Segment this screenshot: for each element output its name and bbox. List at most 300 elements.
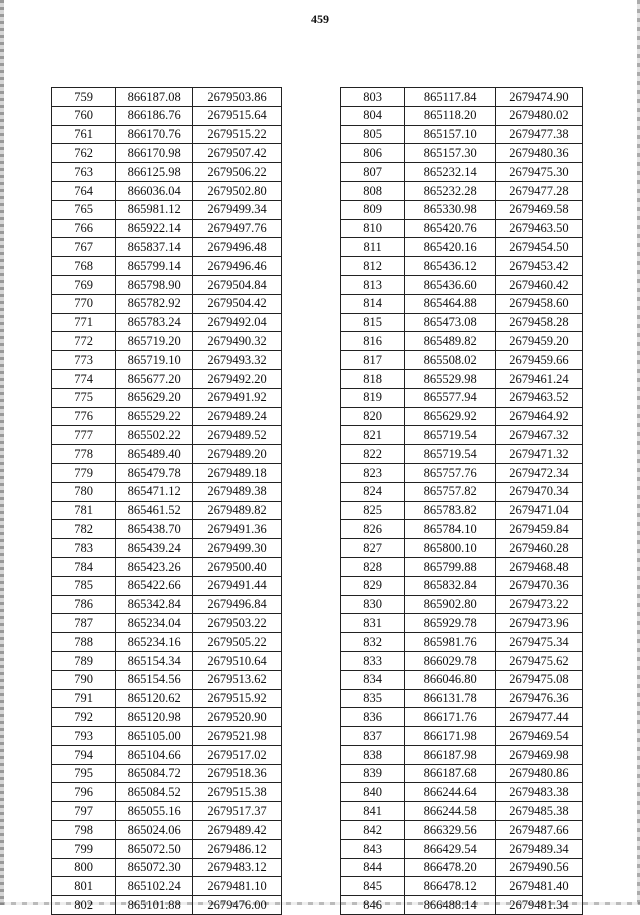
point-number-cell: 807 <box>341 163 405 182</box>
table-row <box>52 614 282 633</box>
x-coordinate-cell: 865422.66 <box>116 576 193 595</box>
y-coordinate-cell: 2679475.62 <box>495 651 582 670</box>
x-coordinate-cell: 865479.78 <box>116 463 193 482</box>
y-coordinate-cell: 2679481.34 <box>495 896 582 915</box>
table-row <box>341 163 583 182</box>
y-coordinate-cell: 2679470.34 <box>495 482 582 501</box>
x-coordinate-cell: 866244.58 <box>405 802 496 821</box>
table-row <box>52 200 282 219</box>
point-number-cell: 824 <box>341 482 405 501</box>
table-row <box>52 351 282 370</box>
y-coordinate-cell: 2679461.24 <box>495 369 582 388</box>
table-row <box>341 501 583 520</box>
table-row <box>341 482 583 501</box>
point-number-cell: 799 <box>52 839 116 858</box>
x-coordinate-cell: 865800.10 <box>405 539 496 558</box>
x-coordinate-cell: 865837.14 <box>116 238 193 257</box>
point-number-cell: 816 <box>341 332 405 351</box>
x-coordinate-cell: 865464.88 <box>405 294 496 313</box>
x-coordinate-cell: 865577.94 <box>405 388 496 407</box>
x-coordinate-cell: 865154.34 <box>116 651 193 670</box>
x-coordinate-cell: 865757.82 <box>405 482 496 501</box>
x-coordinate-cell: 865157.10 <box>405 125 496 144</box>
point-number-cell: 770 <box>52 294 116 313</box>
y-coordinate-cell: 2679515.22 <box>193 125 282 144</box>
x-coordinate-cell: 865757.76 <box>405 463 496 482</box>
table-row <box>341 463 583 482</box>
table-row <box>52 257 282 276</box>
point-number-cell: 767 <box>52 238 116 257</box>
x-coordinate-cell: 865629.92 <box>405 407 496 426</box>
y-coordinate-cell: 2679520.90 <box>193 708 282 727</box>
point-number-cell: 845 <box>341 877 405 896</box>
y-coordinate-cell: 2679510.64 <box>193 651 282 670</box>
table-row <box>341 614 583 633</box>
point-number-cell: 833 <box>341 651 405 670</box>
table-row <box>52 839 282 858</box>
y-coordinate-cell: 2679476.00 <box>193 896 282 915</box>
x-coordinate-cell: 865234.04 <box>116 614 193 633</box>
table-row <box>341 275 583 294</box>
x-coordinate-cell: 866244.64 <box>405 783 496 802</box>
point-number-cell: 771 <box>52 313 116 332</box>
point-number-cell: 785 <box>52 576 116 595</box>
table-row <box>52 821 282 840</box>
y-coordinate-cell: 2679489.34 <box>495 839 582 858</box>
table-row <box>341 238 583 257</box>
point-number-cell: 809 <box>341 200 405 219</box>
x-coordinate-cell: 865629.20 <box>116 388 193 407</box>
y-coordinate-cell: 2679499.30 <box>193 539 282 558</box>
table-row <box>52 294 282 313</box>
table-row <box>341 181 583 200</box>
y-coordinate-cell: 2679483.12 <box>193 858 282 877</box>
y-coordinate-cell: 2679487.66 <box>495 821 582 840</box>
x-coordinate-cell: 865719.54 <box>405 426 496 445</box>
y-coordinate-cell: 2679458.28 <box>495 313 582 332</box>
table-row <box>341 896 583 915</box>
point-number-cell: 764 <box>52 181 116 200</box>
x-coordinate-cell: 866171.98 <box>405 727 496 746</box>
x-coordinate-cell: 865120.62 <box>116 689 193 708</box>
y-coordinate-cell: 2679515.64 <box>193 106 282 125</box>
x-coordinate-cell: 866429.54 <box>405 839 496 858</box>
table-row <box>52 219 282 238</box>
x-coordinate-cell: 865929.78 <box>405 614 496 633</box>
table-row <box>52 539 282 558</box>
point-number-cell: 822 <box>341 445 405 464</box>
y-coordinate-cell: 2679475.08 <box>495 670 582 689</box>
x-coordinate-cell: 866187.08 <box>116 88 193 107</box>
table-row <box>52 482 282 501</box>
point-number-cell: 789 <box>52 651 116 670</box>
x-coordinate-cell: 866478.12 <box>405 877 496 896</box>
x-coordinate-cell: 865799.14 <box>116 257 193 276</box>
table-row <box>52 445 282 464</box>
table-row <box>341 294 583 313</box>
point-number-cell: 831 <box>341 614 405 633</box>
point-number-cell: 804 <box>341 106 405 125</box>
x-coordinate-cell: 865102.24 <box>116 877 193 896</box>
y-coordinate-cell: 2679469.58 <box>495 200 582 219</box>
x-coordinate-cell: 865105.00 <box>116 727 193 746</box>
y-coordinate-cell: 2679493.32 <box>193 351 282 370</box>
x-coordinate-cell: 865154.56 <box>116 670 193 689</box>
table-row <box>341 557 583 576</box>
y-coordinate-cell: 2679460.42 <box>495 275 582 294</box>
point-number-cell: 827 <box>341 539 405 558</box>
point-number-cell: 803 <box>341 88 405 107</box>
table-row <box>341 764 583 783</box>
table-row <box>341 858 583 877</box>
y-coordinate-cell: 2679489.18 <box>193 463 282 482</box>
y-coordinate-cell: 2679492.04 <box>193 313 282 332</box>
table-row <box>52 125 282 144</box>
point-number-cell: 812 <box>341 257 405 276</box>
point-number-cell: 835 <box>341 689 405 708</box>
x-coordinate-cell: 865104.66 <box>116 745 193 764</box>
x-coordinate-cell: 865084.52 <box>116 783 193 802</box>
point-number-cell: 775 <box>52 388 116 407</box>
x-coordinate-cell: 865529.22 <box>116 407 193 426</box>
x-coordinate-cell: 866186.76 <box>116 106 193 125</box>
point-number-cell: 843 <box>341 839 405 858</box>
y-coordinate-cell: 2679517.37 <box>193 802 282 821</box>
y-coordinate-cell: 2679463.50 <box>495 219 582 238</box>
x-coordinate-cell: 865101.88 <box>116 896 193 915</box>
x-coordinate-cell: 865783.24 <box>116 313 193 332</box>
y-coordinate-cell: 2679517.02 <box>193 745 282 764</box>
y-coordinate-cell: 2679489.82 <box>193 501 282 520</box>
table-row <box>341 708 583 727</box>
point-number-cell: 792 <box>52 708 116 727</box>
table-row <box>341 369 583 388</box>
x-coordinate-cell: 865981.76 <box>405 633 496 652</box>
point-number-cell: 783 <box>52 539 116 558</box>
point-number-cell: 779 <box>52 463 116 482</box>
y-coordinate-cell: 2679480.36 <box>495 144 582 163</box>
table-row <box>52 896 282 915</box>
x-coordinate-cell: 865719.10 <box>116 351 193 370</box>
table-row <box>341 539 583 558</box>
y-coordinate-cell: 2679480.02 <box>495 106 582 125</box>
y-coordinate-cell: 2679489.38 <box>193 482 282 501</box>
y-coordinate-cell: 2679473.22 <box>495 595 582 614</box>
y-coordinate-cell: 2679477.28 <box>495 181 582 200</box>
y-coordinate-cell: 2679459.66 <box>495 351 582 370</box>
x-coordinate-cell: 865120.98 <box>116 708 193 727</box>
x-coordinate-cell: 865024.06 <box>116 821 193 840</box>
y-coordinate-cell: 2679475.34 <box>495 633 582 652</box>
table-row <box>52 595 282 614</box>
y-coordinate-cell: 2679491.36 <box>193 520 282 539</box>
y-coordinate-cell: 2679502.80 <box>193 181 282 200</box>
y-coordinate-cell: 2679504.42 <box>193 294 282 313</box>
y-coordinate-cell: 2679453.42 <box>495 257 582 276</box>
x-coordinate-cell: 865084.72 <box>116 764 193 783</box>
y-coordinate-cell: 2679521.98 <box>193 727 282 746</box>
x-coordinate-cell: 865117.84 <box>405 88 496 107</box>
point-number-cell: 793 <box>52 727 116 746</box>
table-row <box>52 106 282 125</box>
x-coordinate-cell: 865799.88 <box>405 557 496 576</box>
y-coordinate-cell: 2679503.86 <box>193 88 282 107</box>
point-number-cell: 846 <box>341 896 405 915</box>
table-row <box>52 802 282 821</box>
point-number-cell: 781 <box>52 501 116 520</box>
table-row <box>52 181 282 200</box>
table-row <box>52 332 282 351</box>
x-coordinate-cell: 865471.12 <box>116 482 193 501</box>
table-row <box>52 275 282 294</box>
y-coordinate-cell: 2679470.36 <box>495 576 582 595</box>
y-coordinate-cell: 2679485.38 <box>495 802 582 821</box>
table-row <box>52 633 282 652</box>
y-coordinate-cell: 2679480.86 <box>495 764 582 783</box>
y-coordinate-cell: 2679467.32 <box>495 426 582 445</box>
x-coordinate-cell: 866029.78 <box>405 651 496 670</box>
point-number-cell: 828 <box>341 557 405 576</box>
x-coordinate-cell: 865232.14 <box>405 163 496 182</box>
table-row <box>341 670 583 689</box>
point-number-cell: 780 <box>52 482 116 501</box>
table-row <box>341 426 583 445</box>
point-number-cell: 826 <box>341 520 405 539</box>
y-coordinate-cell: 2679471.32 <box>495 445 582 464</box>
x-coordinate-cell: 866170.98 <box>116 144 193 163</box>
table-row <box>341 576 583 595</box>
point-number-cell: 790 <box>52 670 116 689</box>
point-number-cell: 815 <box>341 313 405 332</box>
y-coordinate-cell: 2679481.40 <box>495 877 582 896</box>
x-coordinate-cell: 866187.68 <box>405 764 496 783</box>
point-number-cell: 776 <box>52 407 116 426</box>
table-row <box>52 557 282 576</box>
table-row <box>52 463 282 482</box>
point-number-cell: 806 <box>341 144 405 163</box>
point-number-cell: 836 <box>341 708 405 727</box>
table-row <box>341 802 583 821</box>
y-coordinate-cell: 2679491.44 <box>193 576 282 595</box>
x-coordinate-cell: 865439.24 <box>116 539 193 558</box>
table-row <box>341 520 583 539</box>
x-coordinate-cell: 866125.98 <box>116 163 193 182</box>
x-coordinate-cell: 866171.76 <box>405 708 496 727</box>
y-coordinate-cell: 2679499.34 <box>193 200 282 219</box>
table-row <box>341 727 583 746</box>
table-row <box>52 407 282 426</box>
table-row <box>341 125 583 144</box>
table-row <box>52 163 282 182</box>
x-coordinate-cell: 865719.20 <box>116 332 193 351</box>
y-coordinate-cell: 2679477.38 <box>495 125 582 144</box>
table-row <box>341 821 583 840</box>
point-number-cell: 766 <box>52 219 116 238</box>
table-row <box>341 877 583 896</box>
point-number-cell: 810 <box>341 219 405 238</box>
table-row <box>52 369 282 388</box>
point-number-cell: 774 <box>52 369 116 388</box>
x-coordinate-cell: 866329.56 <box>405 821 496 840</box>
y-coordinate-cell: 2679463.52 <box>495 388 582 407</box>
point-number-cell: 800 <box>52 858 116 877</box>
point-number-cell: 805 <box>341 125 405 144</box>
table-row <box>341 839 583 858</box>
y-coordinate-cell: 2679468.48 <box>495 557 582 576</box>
coordinate-table-left-body <box>52 88 282 915</box>
y-coordinate-cell: 2679515.38 <box>193 783 282 802</box>
y-coordinate-cell: 2679506.22 <box>193 163 282 182</box>
x-coordinate-cell: 865157.30 <box>405 144 496 163</box>
point-number-cell: 772 <box>52 332 116 351</box>
x-coordinate-cell: 865072.30 <box>116 858 193 877</box>
x-coordinate-cell: 865783.82 <box>405 501 496 520</box>
x-coordinate-cell: 865461.52 <box>116 501 193 520</box>
x-coordinate-cell: 865677.20 <box>116 369 193 388</box>
table-row <box>52 670 282 689</box>
point-number-cell: 784 <box>52 557 116 576</box>
y-coordinate-cell: 2679473.96 <box>495 614 582 633</box>
y-coordinate-cell: 2679505.22 <box>193 633 282 652</box>
point-number-cell: 823 <box>341 463 405 482</box>
point-number-cell: 821 <box>341 426 405 445</box>
x-coordinate-cell: 865489.40 <box>116 445 193 464</box>
y-coordinate-cell: 2679497.76 <box>193 219 282 238</box>
table-row <box>52 689 282 708</box>
x-coordinate-cell: 865342.84 <box>116 595 193 614</box>
table-row <box>52 313 282 332</box>
point-number-cell: 773 <box>52 351 116 370</box>
x-coordinate-cell: 866170.76 <box>116 125 193 144</box>
point-number-cell: 765 <box>52 200 116 219</box>
point-number-cell: 819 <box>341 388 405 407</box>
y-coordinate-cell: 2679459.84 <box>495 520 582 539</box>
table-row <box>341 388 583 407</box>
x-coordinate-cell: 865118.20 <box>405 106 496 125</box>
point-number-cell: 842 <box>341 821 405 840</box>
point-number-cell: 813 <box>341 275 405 294</box>
table-row <box>52 651 282 670</box>
x-coordinate-cell: 865489.82 <box>405 332 496 351</box>
point-number-cell: 840 <box>341 783 405 802</box>
table-row <box>341 595 583 614</box>
x-coordinate-cell: 865922.14 <box>116 219 193 238</box>
x-coordinate-cell: 866046.80 <box>405 670 496 689</box>
table-row <box>52 783 282 802</box>
x-coordinate-cell: 865072.50 <box>116 839 193 858</box>
table-row <box>52 877 282 896</box>
point-number-cell: 820 <box>341 407 405 426</box>
table-row <box>52 426 282 445</box>
y-coordinate-cell: 2679490.56 <box>495 858 582 877</box>
point-number-cell: 829 <box>341 576 405 595</box>
coordinate-table-right <box>340 87 583 915</box>
point-number-cell: 808 <box>341 181 405 200</box>
point-number-cell: 834 <box>341 670 405 689</box>
table-row <box>52 88 282 107</box>
x-coordinate-cell: 866036.04 <box>116 181 193 200</box>
point-number-cell: 763 <box>52 163 116 182</box>
point-number-cell: 838 <box>341 745 405 764</box>
y-coordinate-cell: 2679515.92 <box>193 689 282 708</box>
point-number-cell: 761 <box>52 125 116 144</box>
x-coordinate-cell: 865420.16 <box>405 238 496 257</box>
y-coordinate-cell: 2679476.36 <box>495 689 582 708</box>
table-row <box>52 576 282 595</box>
point-number-cell: 769 <box>52 275 116 294</box>
point-number-cell: 837 <box>341 727 405 746</box>
table-row <box>341 651 583 670</box>
table-row <box>341 745 583 764</box>
table-row <box>52 501 282 520</box>
x-coordinate-cell: 865529.98 <box>405 369 496 388</box>
point-number-cell: 796 <box>52 783 116 802</box>
table-row <box>341 219 583 238</box>
y-coordinate-cell: 2679496.84 <box>193 595 282 614</box>
x-coordinate-cell: 865508.02 <box>405 351 496 370</box>
page-number: 459 <box>311 12 329 26</box>
y-coordinate-cell: 2679496.48 <box>193 238 282 257</box>
point-number-cell: 825 <box>341 501 405 520</box>
table-row <box>341 313 583 332</box>
x-coordinate-cell: 865832.84 <box>405 576 496 595</box>
y-coordinate-cell: 2679496.46 <box>193 257 282 276</box>
y-coordinate-cell: 2679469.54 <box>495 727 582 746</box>
y-coordinate-cell: 2679486.12 <box>193 839 282 858</box>
y-coordinate-cell: 2679460.28 <box>495 539 582 558</box>
point-number-cell: 817 <box>341 351 405 370</box>
y-coordinate-cell: 2679474.90 <box>495 88 582 107</box>
point-number-cell: 802 <box>52 896 116 915</box>
table-row <box>52 520 282 539</box>
point-number-cell: 811 <box>341 238 405 257</box>
x-coordinate-cell: 866131.78 <box>405 689 496 708</box>
y-coordinate-cell: 2679471.04 <box>495 501 582 520</box>
x-coordinate-cell: 865234.16 <box>116 633 193 652</box>
y-coordinate-cell: 2679459.20 <box>495 332 582 351</box>
x-coordinate-cell: 865473.08 <box>405 313 496 332</box>
y-coordinate-cell: 2679477.44 <box>495 708 582 727</box>
table-row <box>341 144 583 163</box>
point-number-cell: 818 <box>341 369 405 388</box>
point-number-cell: 786 <box>52 595 116 614</box>
table-row <box>52 858 282 877</box>
y-coordinate-cell: 2679491.92 <box>193 388 282 407</box>
table-row <box>52 144 282 163</box>
table-row <box>341 257 583 276</box>
point-number-cell: 830 <box>341 595 405 614</box>
y-coordinate-cell: 2679500.40 <box>193 557 282 576</box>
point-number-cell: 787 <box>52 614 116 633</box>
y-coordinate-cell: 2679458.60 <box>495 294 582 313</box>
point-number-cell: 762 <box>52 144 116 163</box>
x-coordinate-cell: 865330.98 <box>405 200 496 219</box>
x-coordinate-cell: 865784.10 <box>405 520 496 539</box>
point-number-cell: 797 <box>52 802 116 821</box>
y-coordinate-cell: 2679475.30 <box>495 163 582 182</box>
x-coordinate-cell: 866187.98 <box>405 745 496 764</box>
x-coordinate-cell: 865436.12 <box>405 257 496 276</box>
x-coordinate-cell: 865502.22 <box>116 426 193 445</box>
y-coordinate-cell: 2679483.38 <box>495 783 582 802</box>
table-row <box>52 764 282 783</box>
point-number-cell: 768 <box>52 257 116 276</box>
point-number-cell: 777 <box>52 426 116 445</box>
table-row <box>52 727 282 746</box>
table-row <box>341 351 583 370</box>
point-number-cell: 791 <box>52 689 116 708</box>
x-coordinate-cell: 865981.12 <box>116 200 193 219</box>
